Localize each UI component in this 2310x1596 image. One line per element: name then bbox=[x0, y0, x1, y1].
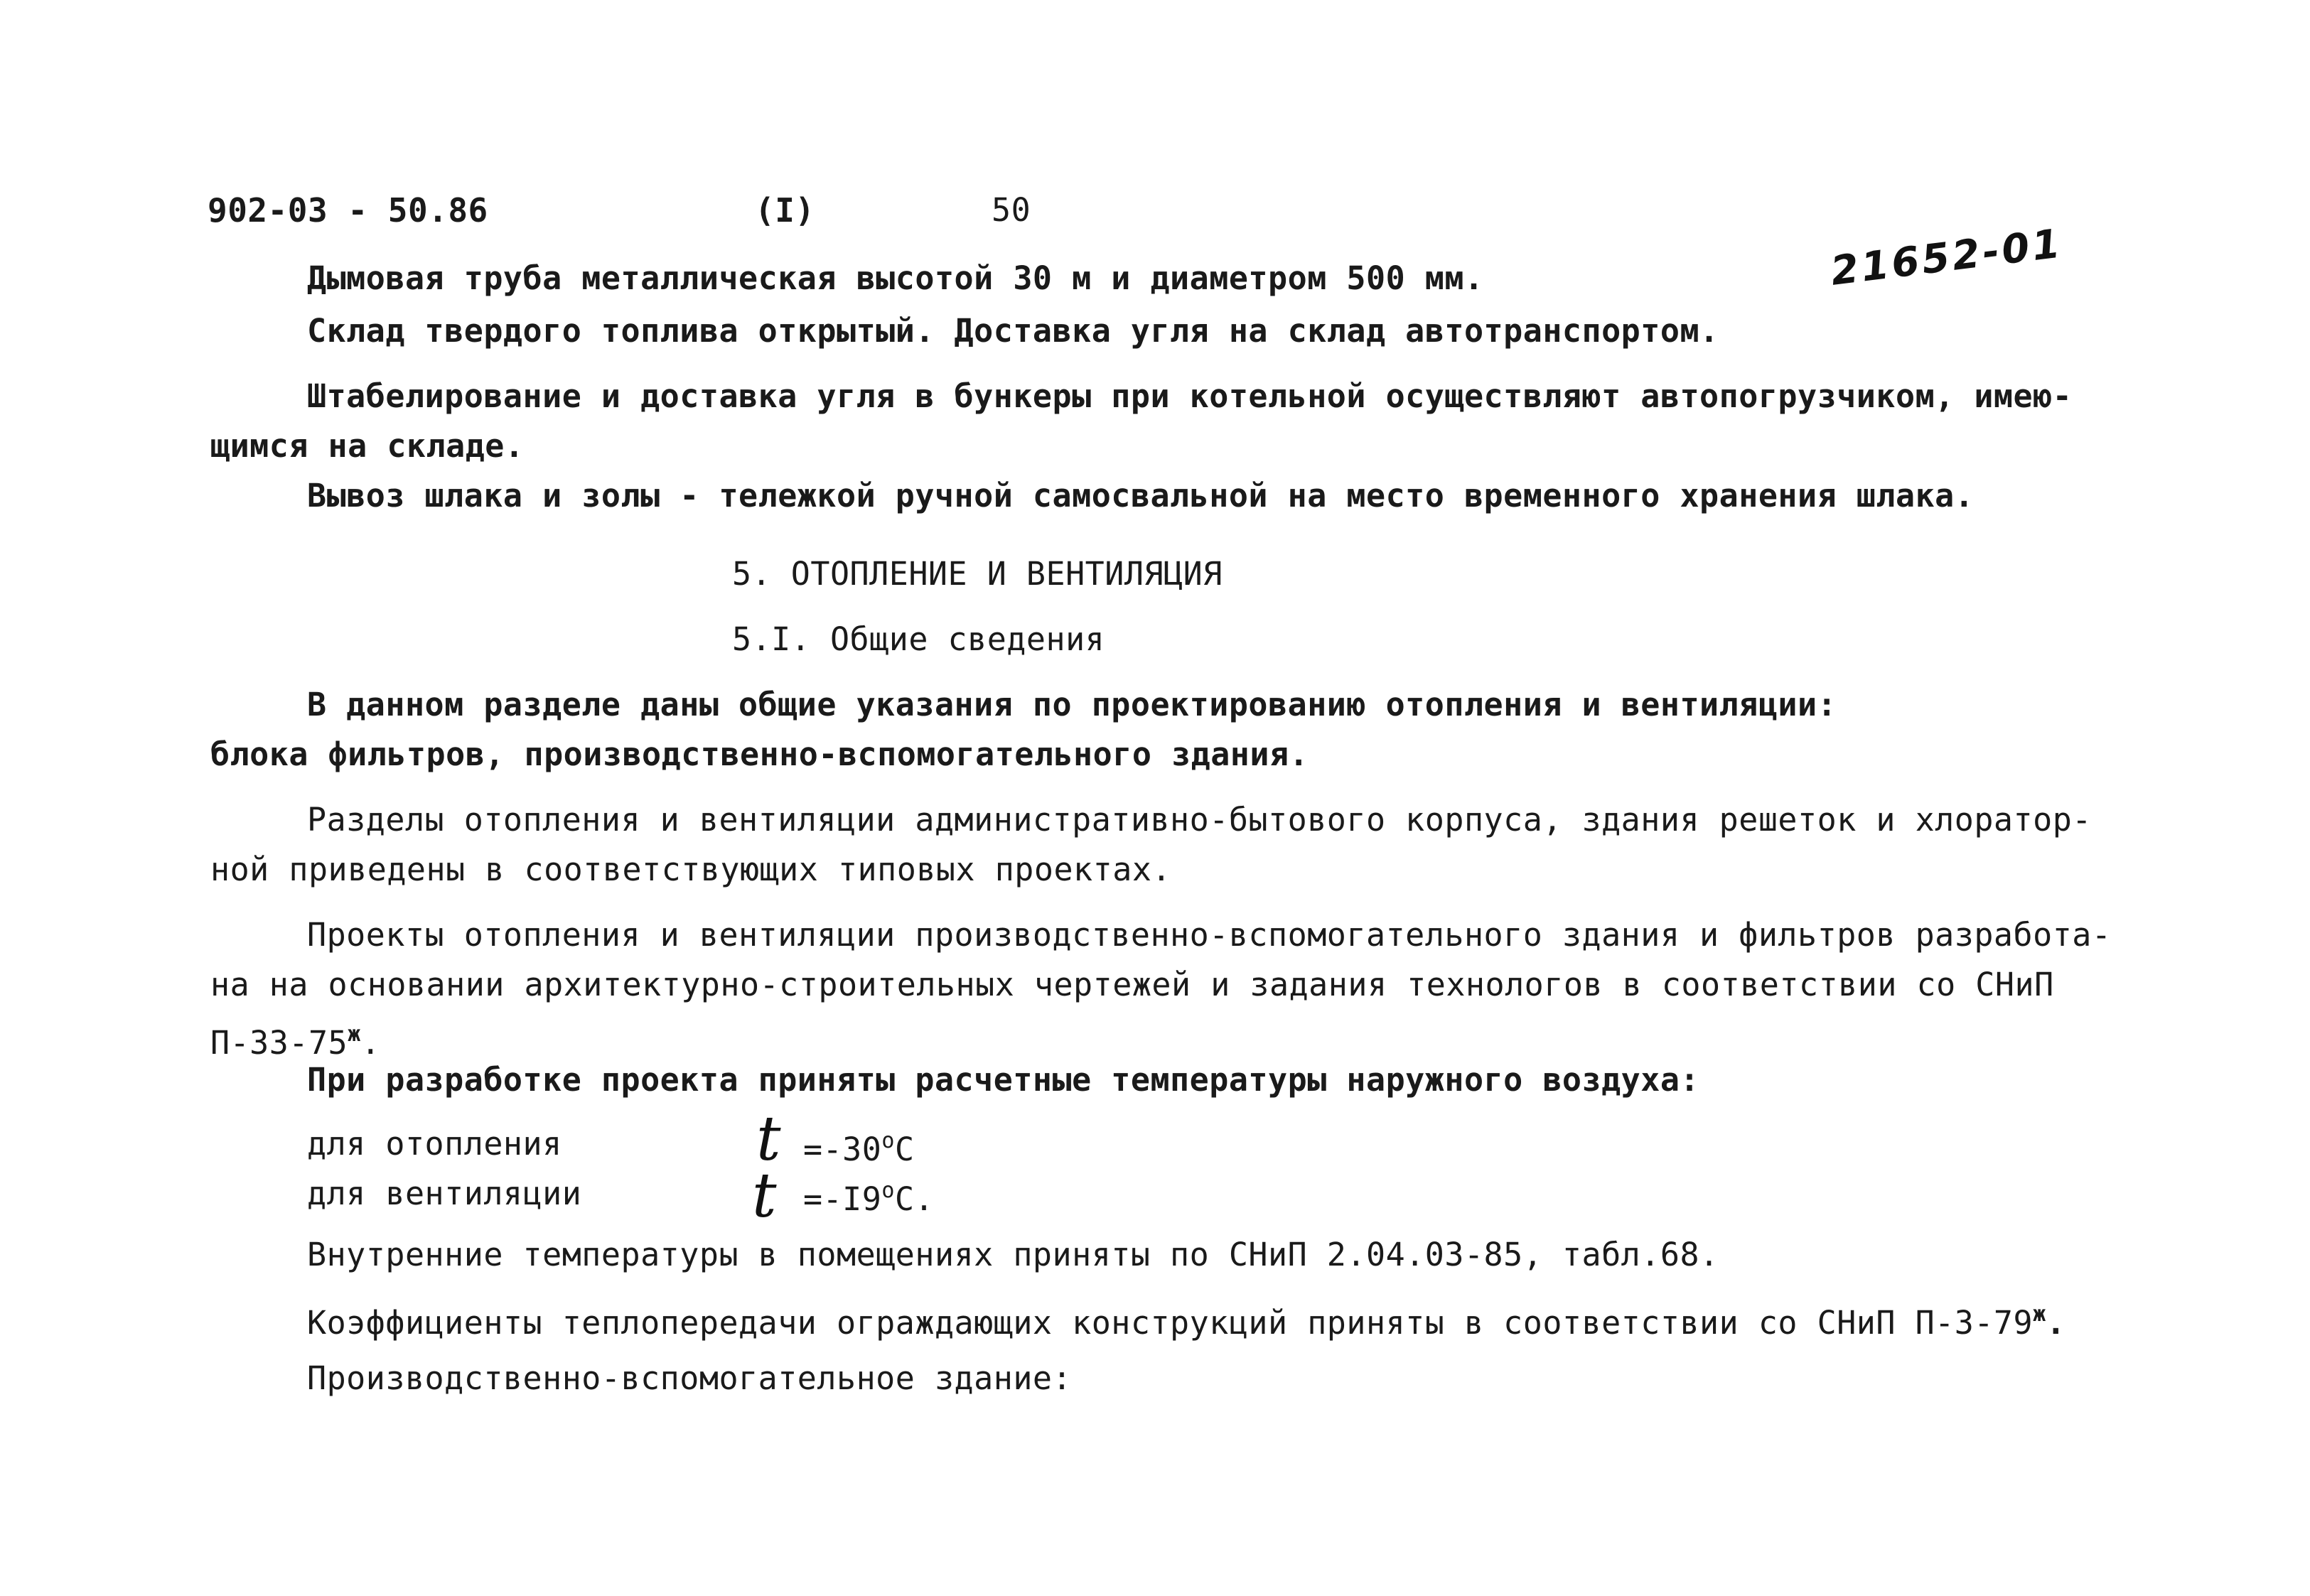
document-number: 902-03 - 50.86 bbox=[208, 191, 488, 230]
snip-reference: П-33-75 bbox=[210, 1024, 348, 1062]
temp-vent-value bbox=[803, 1171, 934, 1219]
paragraph-stacking-line1: Штабелирование и доставка угля в бункеры при котельной осуществляют автопогрузчиком, имею- bbox=[307, 377, 2073, 415]
period: . bbox=[360, 1024, 381, 1062]
temp-heating-unit: C bbox=[894, 1131, 915, 1168]
paragraph-slag-removal: Вывоз шлака и золы - тележкой ручной самосвальной на место временного хранения шлака. bbox=[307, 477, 1975, 514]
heat-transfer-text: Коэффициенты теплопередачи ограждающих конструкций приняты в соответствии со СНиП П-3-79 bbox=[307, 1304, 2034, 1342]
paragraph-heat-transfer bbox=[307, 1295, 2065, 1343]
paragraph-projects-line1: Проекты отопления и вентиляции производственно-вспомогательного здания и фильтров разработа- bbox=[307, 916, 2112, 954]
asterisk-mark: ж bbox=[2033, 1302, 2046, 1327]
degree-mark: o bbox=[881, 1178, 895, 1203]
temp-vent-label: для вентиляции bbox=[307, 1175, 582, 1212]
temp-vent-symbol: t bbox=[752, 1160, 777, 1231]
paragraph-fuel-storage: Склад твердого топлива открытый. Доставка угля на склад автотранспортом. bbox=[307, 312, 1719, 350]
temp-heating-number: =-30 bbox=[803, 1131, 882, 1168]
handwritten-archive-number: 21652-01 bbox=[1828, 220, 2065, 295]
paragraph-building-heading: Производственно-вспомогательное здание: bbox=[307, 1359, 1073, 1397]
paragraph-chimney: Дымовая труба металлическая высотой 30 м и диаметром 500 мм. bbox=[307, 259, 1484, 297]
volume-number: (I) bbox=[755, 191, 815, 230]
page-number: 50 bbox=[992, 191, 1031, 229]
paragraph-general-line1: В данном разделе даны общие указания по проектированию отопления и вентиляции: bbox=[307, 686, 1837, 723]
paragraph-general-line2: блока фильтров, производственно-вспомогательного здания. bbox=[210, 735, 1309, 773]
degree-mark: o bbox=[881, 1128, 895, 1153]
temp-vent-number: =-I9 bbox=[803, 1180, 882, 1218]
temp-heating-label: для отопления bbox=[307, 1125, 562, 1163]
temp-heating-value bbox=[803, 1121, 915, 1170]
asterisk-mark: ж bbox=[348, 1022, 361, 1047]
paragraph-design-temps: При разработке проекта приняты расчетные температуры наружного воздуха: bbox=[307, 1061, 1700, 1099]
period: . bbox=[2046, 1304, 2066, 1342]
temp-vent-unit: C. bbox=[894, 1180, 935, 1218]
subsection-heading: 5.I. Общие сведения bbox=[732, 620, 1105, 658]
paragraph-sections-line2: ной приведены в соответствующих типовых проектах. bbox=[210, 851, 1172, 888]
paragraph-internal-temps: Внутренние температуры в помещениях приняты по СНиП 2.04.03-85, табл.68. bbox=[307, 1236, 1719, 1273]
paragraph-projects-line2: на на основании архитектурно-строительных чертежей и задания технологов в соответствии со СНиП bbox=[210, 966, 2054, 1003]
section-heading: 5. ОТОПЛЕНИЕ И ВЕНТИЛЯЦИЯ bbox=[732, 555, 1223, 593]
paragraph-sections-line1: Разделы отопления и вентиляции административно-бытового корпуса, здания решеток и хлоратор- bbox=[307, 801, 2092, 839]
temp-heating-symbol: t bbox=[756, 1104, 781, 1175]
paragraph-stacking-line2: щимся на складе. bbox=[210, 427, 525, 465]
paragraph-projects-line3 bbox=[210, 1015, 380, 1063]
